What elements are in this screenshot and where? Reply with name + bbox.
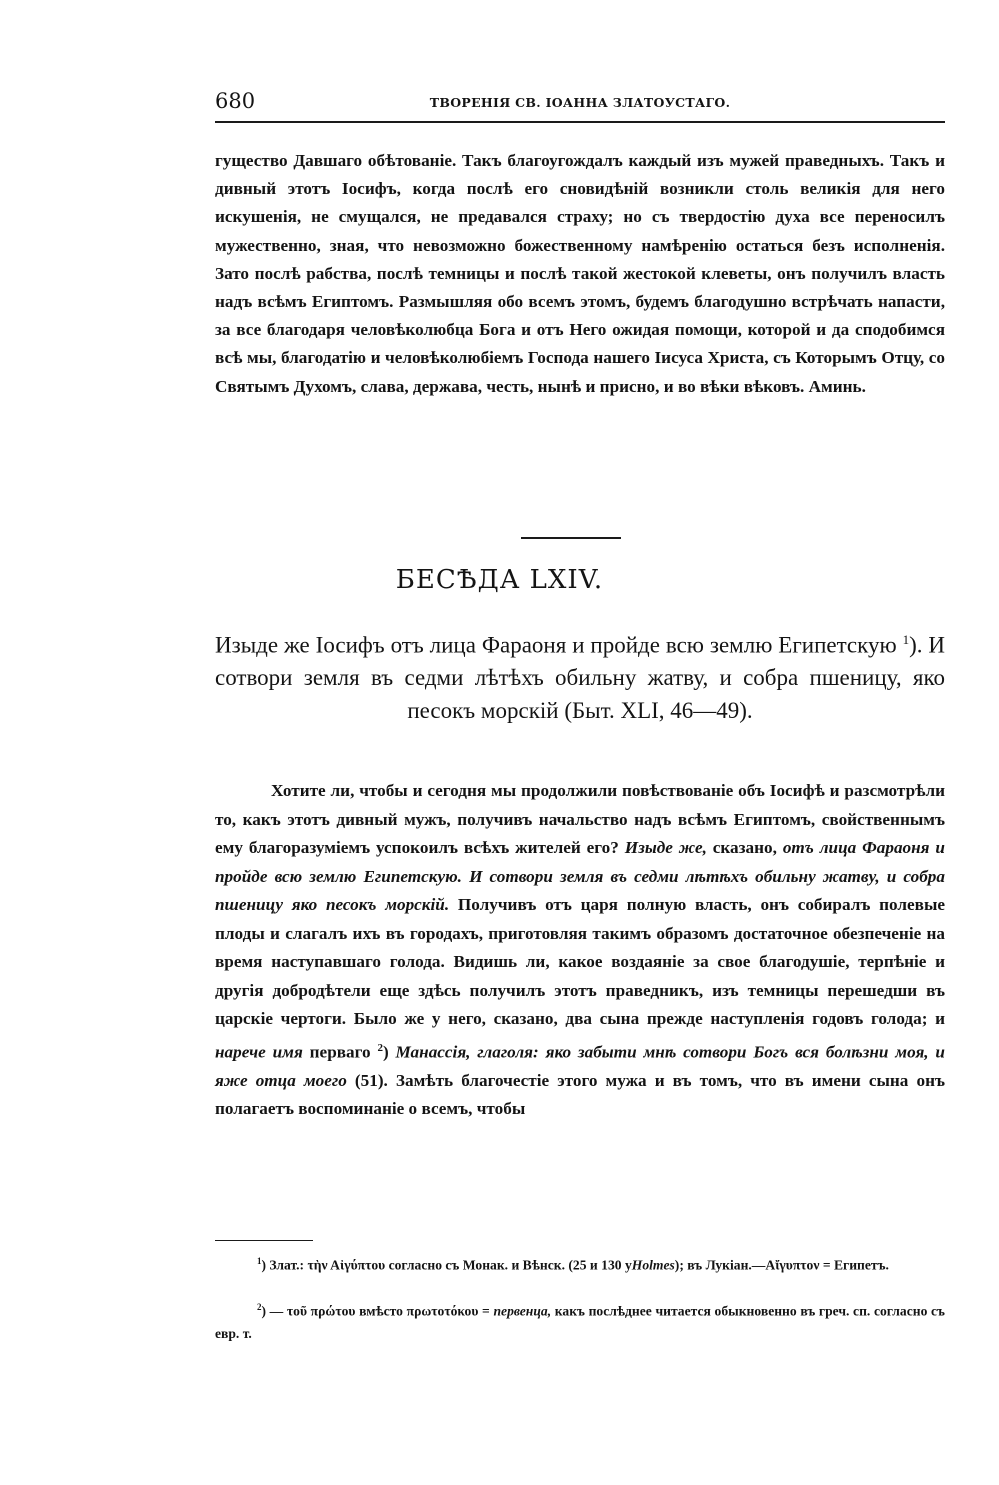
paragraph-continued: гущество Давшаго обѣтованіе. Такъ благоугождалъ каждый изъ мужей праведныхъ. Такъ и дивный этотъ Іосифъ, когда послѣ его сновидѣній возникли столь великія для него искушенія, не смущался, не предавался страху; но съ твердостію духа все переносилъ мужественно, зная, что невозможно божественному намѣренію остаться безъ исполненія. Зато послѣ рабства, послѣ темницы и послѣ такой жестокой клеветы, онъ получилъ власть надъ всѣмъ Египтомъ. Размышляя обо всемъ этомъ, будемъ благодушно встрѣчать напасти, за все благодаря человѣколюбца Бога и отъ Него ожидая помощи, которой и да сподобимся всѣ мы, благодатію и человѣколюбіемъ Господа нашего Іисуса Христа, съ Которымъ Отцу, со Святымъ Духомъ, слава, держава, честь, нынѣ и присно, и во вѣки вѣковъ. Аминь. xyxy=(215,151,945,396)
page-header xyxy=(215,89,945,119)
text-run: перваго xyxy=(309,1042,371,1062)
text-run: Хотите ли, чтобы и сегодня мы продолжили повѣствованіе объ Іосифѣ и разсмотрѣли то, какъ этотъ дивный мужъ, получивъ начальство надъ всѣмъ Египтомъ, свойственнымъ ему благоразуміемъ успокоилъ всѣхъ жителей его? xyxy=(215,781,945,857)
quote-run: Изыде же, xyxy=(624,838,707,857)
footnote-rule xyxy=(215,1240,313,1241)
footnote-mark-1: 1 xyxy=(902,632,910,647)
epigraph-text: Изыде же Іосифъ отъ лица Фараоня и пройде всю землю Египетскую xyxy=(215,632,897,658)
epigraph xyxy=(215,624,945,727)
epigraph-text-2: ). И сотвори земля въ седми лѣтѣхъ обильну жатву, и собра пшеницу, яко песокъ морскій (Быт. XLI, 46—49). xyxy=(215,632,945,723)
text-run: какъ послѣднее читается обыкновенно въ греч. сп. согласно съ евр. т. xyxy=(215,1303,945,1341)
page-number: 680 xyxy=(215,89,256,113)
footnote-number: 1 xyxy=(257,1256,262,1266)
quote-run: отъ лица Фараоня и пройде всю землю Египетскую. И сотвори земля въ седми лѣтѣхъ обильну жатву, и собра пшеницу яко песокъ морскій. xyxy=(215,838,945,914)
running-title: ТВОРЕНІЯ СВ. ІОАННА ЗЛАТОУСТАГО. xyxy=(429,95,731,110)
section-separator xyxy=(521,537,621,539)
text-run: ) xyxy=(382,1042,389,1062)
footnote-number: 2 xyxy=(257,1302,262,1312)
quote-run: первенца, xyxy=(493,1303,552,1319)
text-run: ) Злат.: τὴν Αἰγύπτου согласно съ Монак. и Вѣнск. (25 и 130 у xyxy=(261,1257,632,1273)
quote-run: Манассія, глаголя: яко забыти мнѣ сотвори Богъ вся болѣзни моя, и яже отца моего xyxy=(215,1042,945,1090)
header-rule xyxy=(215,121,945,123)
quote-run: Holmes xyxy=(631,1257,675,1273)
text-run: сказано, xyxy=(712,838,777,857)
footnote-2 xyxy=(215,1296,945,1345)
text-run: Получивъ отъ царя полную власть, онъ собиралъ полевые плоды и слагалъ ихъ въ городахъ, приготовляя такимъ образомъ достаточное обезпеченіе на время наступавшаго голода. Видишь ли, какое воздаяніе за свое благодушіе, терпѣніе и другія добродѣтели еще здѣсь получилъ этотъ праведникъ, изъ темницы перешедши въ царскіе чертоги. Было же у него, сказано, два сына прежде наступленія годовъ голода; и xyxy=(215,895,945,1028)
text-run: (51). Замѣть благочестіе этого мужа и въ томъ, что въ имени сына онъ полагаетъ воспоминаніе о всемъ, чтобы xyxy=(215,1070,945,1119)
paragraph-main xyxy=(215,777,945,1124)
homily-title: БЕСѢДА LXIV. xyxy=(395,565,604,595)
text-run: ); въ Лукіан.—Αἴγυπτον = Египетъ. xyxy=(674,1257,889,1273)
quote-run: нарече имя xyxy=(215,1042,303,1062)
text-run: ) — τοῦ πρώτου вмѣсто πρωτοτόκου = xyxy=(261,1303,490,1319)
footnote-1 xyxy=(215,1250,945,1277)
footnote-mark-2: 2 xyxy=(377,1041,383,1054)
